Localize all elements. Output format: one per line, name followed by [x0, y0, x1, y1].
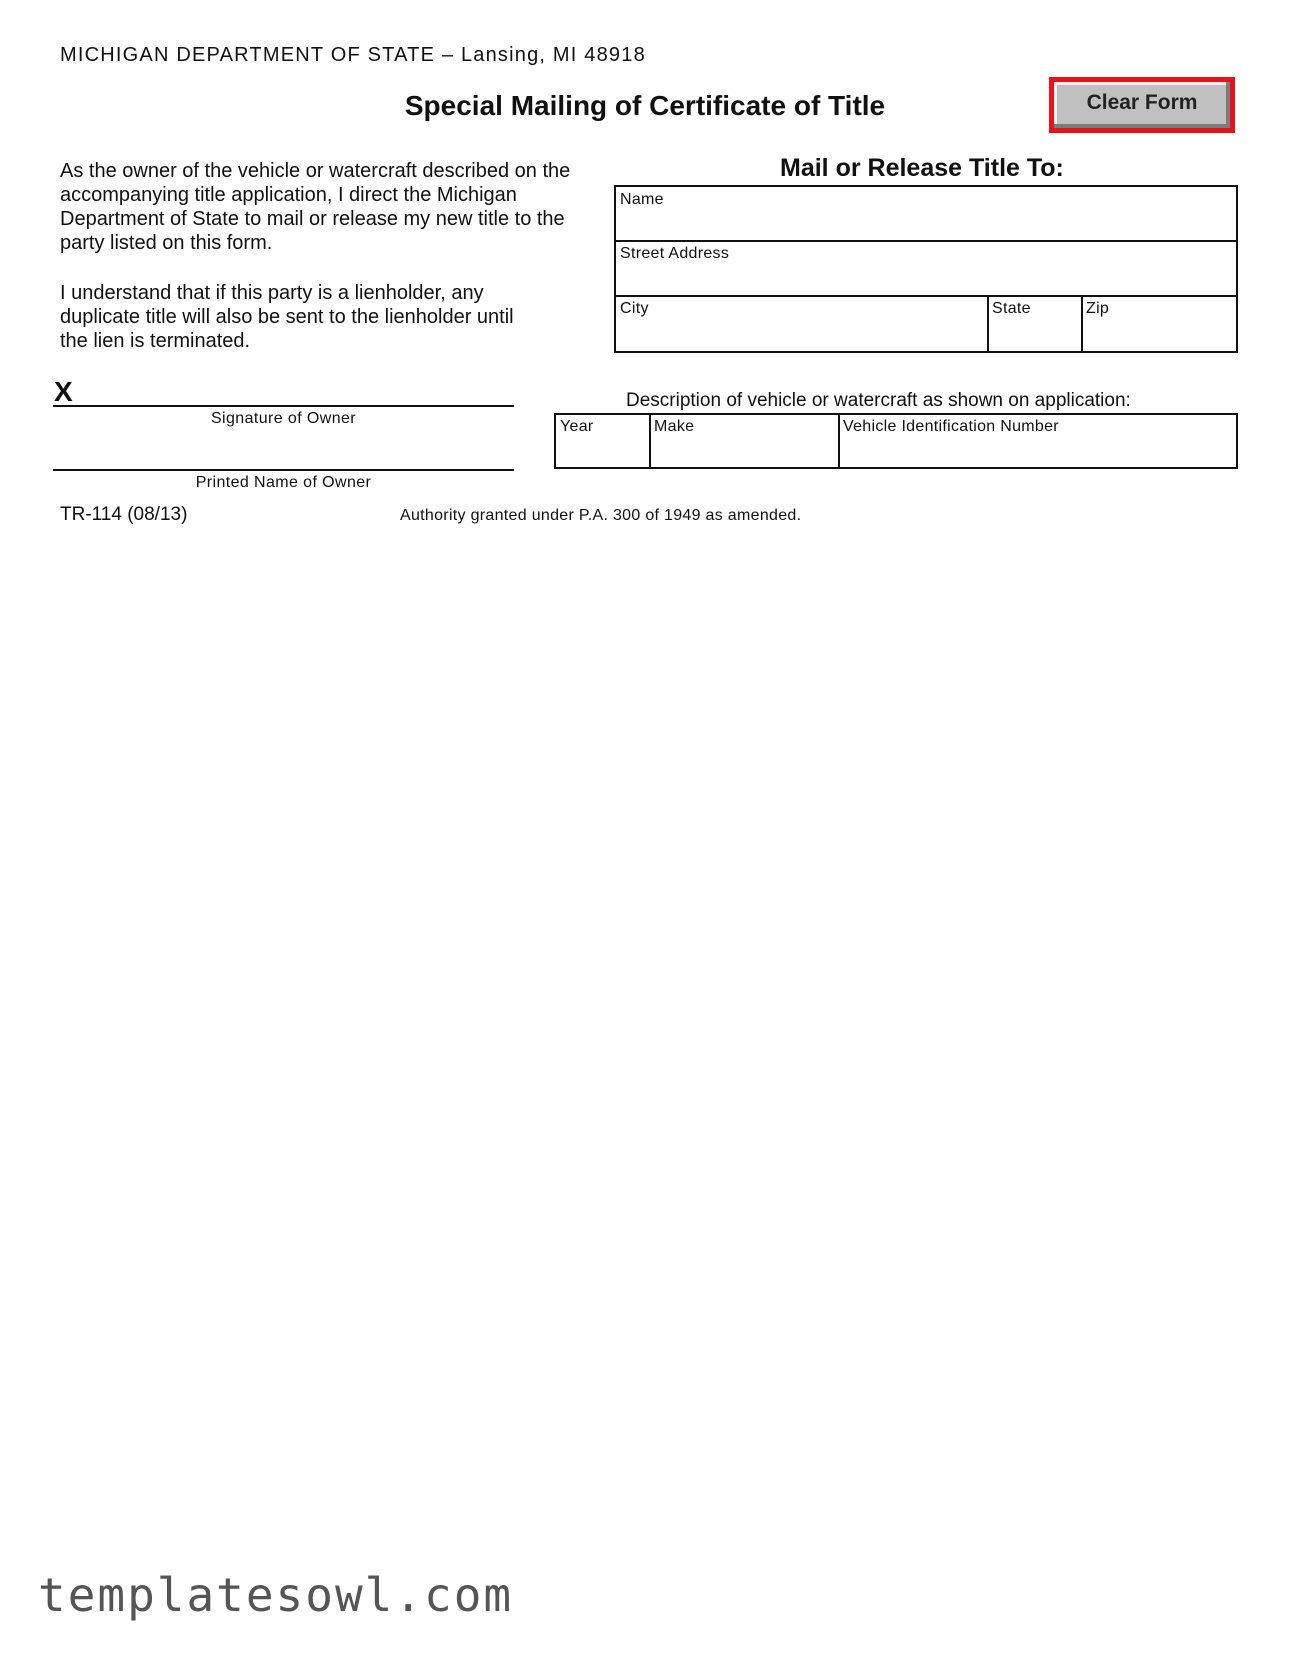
make-field-label: Make: [654, 418, 695, 435]
form-title: Special Mailing of Certificate of Title: [404, 90, 886, 121]
vin-field-label: Vehicle Identification Number: [843, 418, 1059, 435]
mail-address-box: [614, 185, 1238, 353]
vehicle-info-box: [554, 413, 1238, 469]
name-field[interactable]: [616, 187, 1236, 240]
lienholder-notice-text: I understand that if this party is a lienholder, any duplicate title will also be sent to the lienholder until the lien is terminated.: [60, 282, 514, 352]
street-address-field-label: Street Address: [620, 245, 730, 262]
owner-direction-text: As the owner of the vehicle or watercraft described on the accompanying title application, I direct the Michigan Department of State to mail or release my new title to the party listed on this form.: [60, 160, 571, 254]
department-header: MICHIGAN DEPARTMENT OF STATE – Lansing, MI 48918: [60, 44, 646, 66]
make-field[interactable]: [651, 415, 838, 467]
name-field-label: Name: [620, 191, 664, 208]
watermark: templatesowl.com: [38, 1568, 514, 1622]
city-field[interactable]: [616, 297, 987, 351]
year-field-label: Year: [560, 418, 594, 435]
year-field[interactable]: [556, 415, 649, 467]
authority-statement: Authority granted under P.A. 300 of 1949 as amended.: [400, 507, 802, 524]
street-address-field[interactable]: [616, 242, 1236, 295]
vin-field[interactable]: [840, 415, 1236, 467]
zip-field-label: Zip: [1086, 300, 1110, 317]
printed-name-line[interactable]: [53, 469, 514, 471]
form-number: TR-114 (08/13): [60, 504, 188, 525]
printed-name-of-owner-label: Printed Name of Owner: [195, 474, 372, 491]
vehicle-description-caption: Description of vehicle or watercraft as shown on application:: [626, 390, 1131, 411]
signature-of-owner-label: Signature of Owner: [210, 410, 357, 427]
signature-line[interactable]: [53, 405, 514, 407]
clear-form-frame: [1049, 77, 1235, 133]
zip-field[interactable]: [1083, 297, 1236, 351]
state-field-label: State: [992, 300, 1031, 317]
signature-x-mark: X: [54, 376, 73, 407]
mail-to-heading: Mail or Release Title To:: [780, 154, 1064, 182]
state-field[interactable]: [989, 297, 1081, 351]
city-field-label: City: [620, 300, 649, 317]
clear-form-button[interactable]: Clear Form: [1054, 82, 1230, 128]
